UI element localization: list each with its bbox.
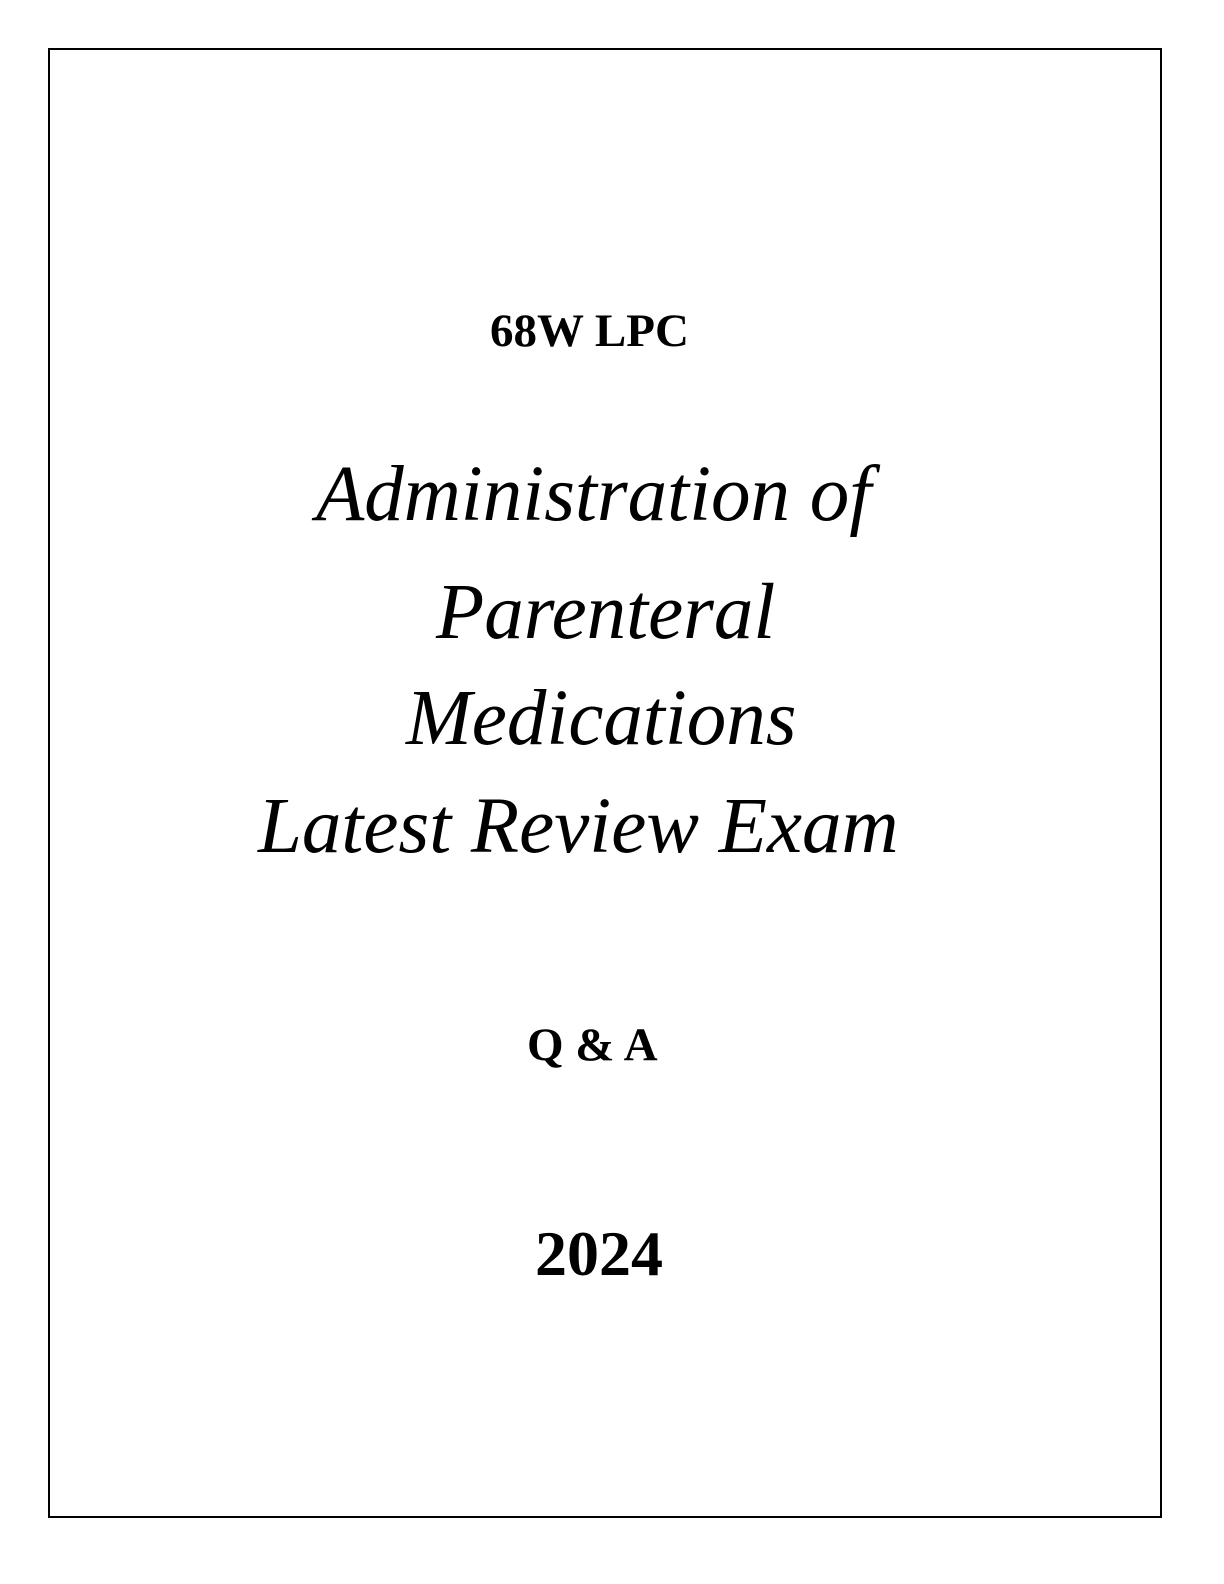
title-line-4: Latest Review Exam <box>258 783 899 870</box>
year-label: 2024 <box>535 1218 663 1289</box>
title-line-3: Medications <box>406 675 797 762</box>
format-label: Q & A <box>527 1019 658 1071</box>
course-code: 68W LPC <box>490 305 689 357</box>
title-line-2: Parenteral <box>436 569 776 656</box>
title-line-1: Administration of <box>316 451 872 538</box>
